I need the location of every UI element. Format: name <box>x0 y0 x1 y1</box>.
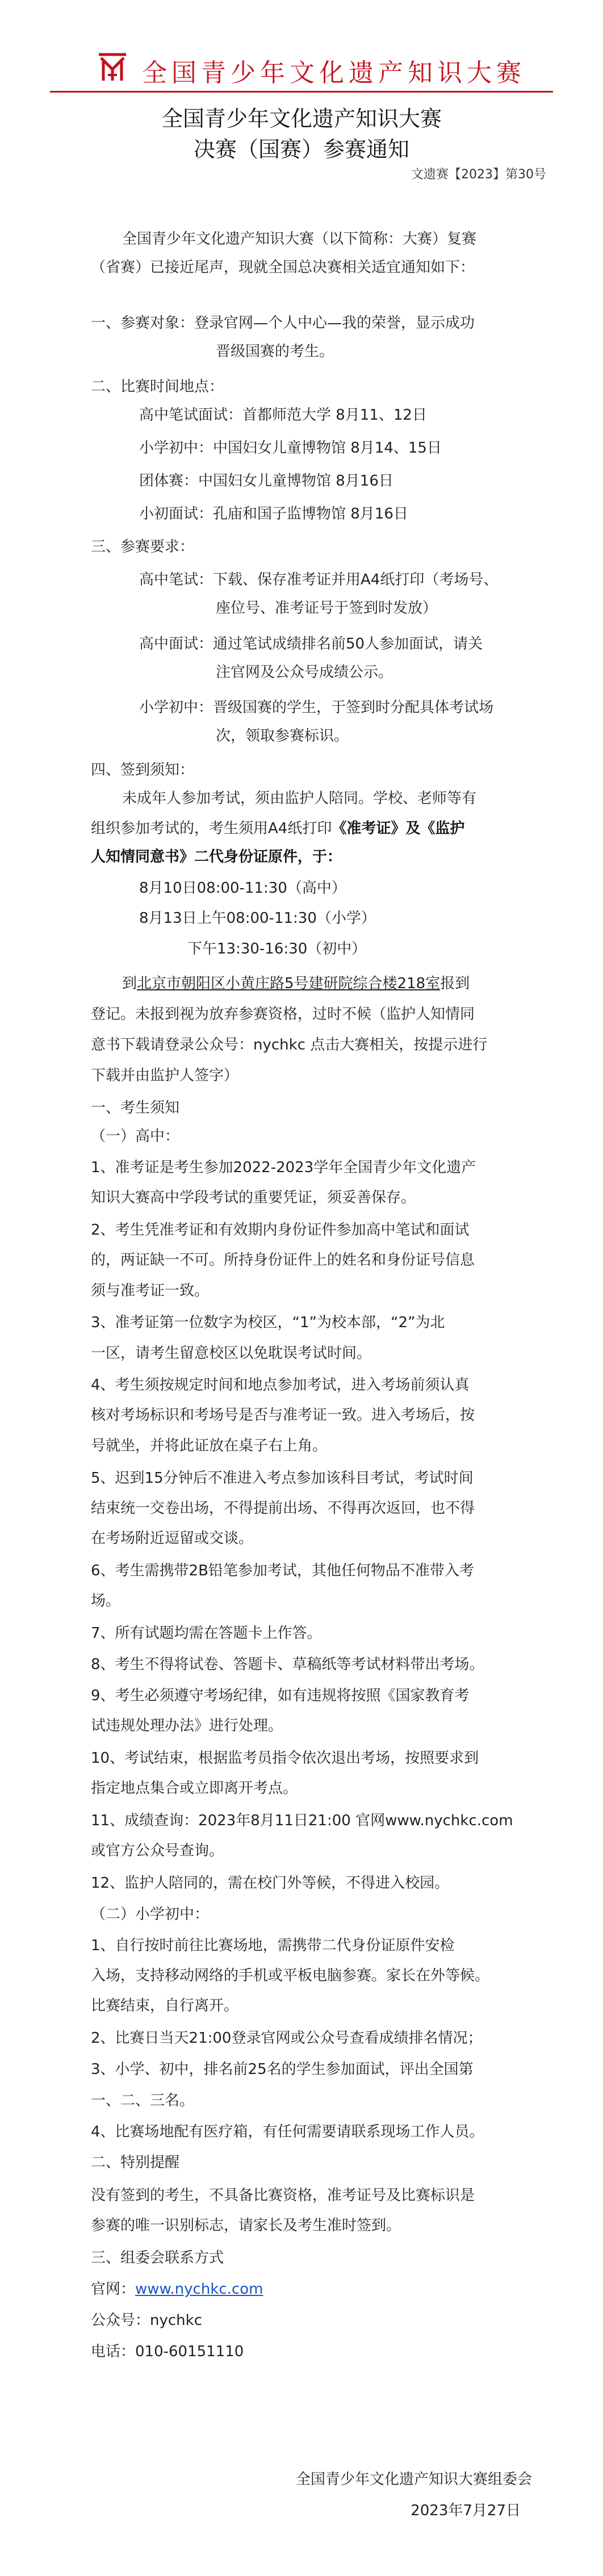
section2-item: 团体赛：中国妇女儿童博物馆 8月16日 <box>139 472 393 490</box>
contact-heading: 三、组委会联系方式 <box>91 2249 224 2266</box>
contact-phone: 电话：010-60151110 <box>91 2343 244 2360</box>
section1-line: 一、参赛对象：登录官网—个人中心—我的荣誉，显示成功 <box>91 315 475 332</box>
section2-item: 小初面试：孔庙和国子监博物馆 8月16日 <box>139 505 408 522</box>
primary-middle-line: 2、比赛日当天21:00登录官网或公众号查看成绩排名情况； <box>91 2030 483 2047</box>
section3-heading: 三、参赛要求： <box>91 538 195 555</box>
high-school-line: 7、所有试题均需在答题卡上作答。 <box>91 1625 322 1642</box>
section4-line: 下载并由监护人签字） <box>91 1067 239 1084</box>
intro-line: 全国青少年文化遗产知识大赛（以下简称：大赛）复赛 <box>122 231 477 248</box>
high-school-line: 核对考场标识和考场号是否与准考证一致。进入考场后，按 <box>91 1407 475 1424</box>
primary-middle-line: 比赛结束，自行离开。 <box>91 1997 239 2014</box>
high-school-line: 场。 <box>91 1592 121 1609</box>
section2-heading: 二、比赛时间地点： <box>91 378 224 395</box>
high-school-line: 试违规处理办法》进行处理。 <box>91 1717 283 1734</box>
letterhead-org-name: 全国青少年文化遗产知识大赛 <box>142 58 526 87</box>
section2-item: 高中笔试面试：首都师范大学 8月11、12日 <box>139 407 427 424</box>
section3-line: 注官网及公众号成绩公示。 <box>216 664 393 681</box>
competition-logo-icon <box>95 50 129 84</box>
high-school-line: 1、准考证是考生参加2022-2023学年全国青少年文化遗产 <box>91 1159 476 1176</box>
section4-line: 意书下载请登录公众号：nychkc 点击大赛相关，按提示进行 <box>91 1036 488 1053</box>
page-title-line2: 决赛（国赛）参赛通知 <box>193 137 409 162</box>
checkin-time: 下午13:30-16:30（初中） <box>187 940 367 957</box>
high-school-line: 一区，请考生留意校区以免耽误考试时间。 <box>91 1345 372 1362</box>
contact-website <box>91 2280 263 2298</box>
checkin-time: 8月10日08:00-11:30（高中） <box>139 880 346 897</box>
section4-text: 组织参加考试的，考生须用A4纸打印 <box>91 820 332 837</box>
high-school-line: 12、监护人陪同的，需在校门外等候，不得进入校园。 <box>91 1875 450 1892</box>
primary-middle-heading: （二）小学初中： <box>91 1906 210 1923</box>
letterhead <box>0 0 603 91</box>
high-school-line: 须与准考证一致。 <box>91 1282 210 1299</box>
high-school-line: 6、考生需携带2B铅笔参加考试，其他任何物品不准带入考 <box>91 1562 474 1579</box>
section4-address-line <box>122 975 470 993</box>
checkin-time: 8月13日上午08:00-11:30（小学） <box>139 910 376 927</box>
high-school-line: 2、考生凭准考证和有效期内身份证件参加高中笔试和面试 <box>91 1222 470 1239</box>
primary-middle-line: 1、自行按时前往比赛场地，需携带二代身份证原件安检 <box>91 1937 455 1954</box>
section4-line: 登记。未报到视为放弃参赛资格，过时不候（监护人知情同 <box>91 1006 475 1023</box>
section4-heading: 四、签到须知： <box>91 762 195 779</box>
section2-item: 小学初中：中国妇女儿童博物馆 8月14、15日 <box>139 440 442 457</box>
high-school-line: 11、成绩查询：2023年8月11日21:00 官网www.nychkc.com <box>91 1812 513 1829</box>
website-label: 官网： <box>91 2281 136 2298</box>
special-line: 参赛的唯一识别标志，请家长及考生准时签到。 <box>91 2217 401 2234</box>
section4-bold-line: 人知情同意书》二代身份证原件，于： <box>91 848 342 865</box>
website-link[interactable]: www.nychkc.com <box>135 2281 263 2298</box>
high-school-line: 9、考生必须遵守考场纪律，如有违规将按照《国家教育考 <box>91 1687 470 1704</box>
primary-middle-line: 入场，支持移动网络的手机或平板电脑参赛。家长在外等候。 <box>91 1967 490 1984</box>
section3-line: 次，领取参赛标识。 <box>216 727 349 745</box>
primary-middle-line: 3、小学、初中，排名前25名的学生参加面试，评出全国第 <box>91 2061 474 2078</box>
high-school-line: 号就坐，并将此证放在桌子右上角。 <box>91 1437 328 1454</box>
special-line: 没有签到的考生，不具备比赛资格，准考证号及比赛标识是 <box>91 2187 475 2204</box>
contact-wechat: 公众号：nychkc <box>91 2312 202 2329</box>
high-school-line: 8、考生不得将试卷、答题卡、草稿纸等考试材料带出考场。 <box>91 1656 484 1673</box>
high-school-line: 在考场附近逗留或交谈。 <box>91 1530 254 1547</box>
section4-line <box>91 819 464 838</box>
section3-line: 座位号、准考证号于签到时发放） <box>216 600 438 617</box>
high-school-heading: （一）高中： <box>91 1128 180 1145</box>
issue-date: 2023年7月27日 <box>411 2502 521 2519</box>
section1-line: 晋级国赛的考生。 <box>216 343 334 360</box>
high-school-line: 或官方公众号查询。 <box>91 1842 224 1859</box>
high-school-line: 10、考试结束，根据监考员指令依次退出考场，按照要求到 <box>91 1750 479 1767</box>
section3-line: 高中面试：通过笔试成绩排名前50人参加面试，请关 <box>139 635 483 653</box>
notice-heading: 一、考生须知 <box>91 1099 180 1116</box>
high-school-line: 3、准考证第一位数字为校区，“1”为校本部，“2”为北 <box>91 1314 445 1331</box>
high-school-line: 知识大赛高中学段考试的重要凭证，须妥善保存。 <box>91 1189 416 1206</box>
high-school-line: 结束统一交卷出场，不得提前出场、不得再次返回，也不得 <box>91 1500 475 1517</box>
intro-line: （省赛）已接近尾声，现就全国总决赛相关适宜通知如下： <box>91 259 475 276</box>
section4-text: 到 <box>122 975 137 992</box>
high-school-line: 5、迟到15分钟后不准进入考点参加该科目考试，考试时间 <box>91 1470 474 1487</box>
high-school-line: 的，两证缺一不可。所持身份证件上的姓名和身份证号信息 <box>91 1252 475 1269</box>
letterhead-divider <box>50 91 553 93</box>
section3-line: 小学初中：晋级国赛的学生，于签到时分配具体考试场 <box>139 699 494 716</box>
checkin-address: 北京市朝阳区小黄庄路5号建研院综合楼218室 <box>137 975 441 992</box>
document-number: 文遗赛【2023】第30号 <box>411 168 546 182</box>
section4-text: 报到 <box>440 975 470 992</box>
primary-middle-line: 4、比赛场地配有医疗箱，有任何需要请联系现场工作人员。 <box>91 2123 484 2140</box>
issuer-signature: 全国青少年文化遗产知识大赛组委会 <box>295 2471 532 2488</box>
special-heading: 二、特别提醒 <box>91 2154 180 2171</box>
high-school-line: 4、考生须按规定时间和地点参加考试，进入考场前须认真 <box>91 1377 470 1394</box>
page-title-line1: 全国青少年文化遗产知识大赛 <box>161 106 442 131</box>
section4-bold-text: 《准考证》及《监护 <box>332 820 465 837</box>
high-school-line: 指定地点集合或立即离开考点。 <box>91 1780 298 1797</box>
section4-line: 未成年人参加考试，须由监护人陪同。学校、老师等有 <box>122 790 477 807</box>
primary-middle-line: 一、二、三名。 <box>91 2092 195 2109</box>
section3-line: 高中笔试：下载、保存准考证并用A4纸打印（考场号、 <box>139 571 499 588</box>
